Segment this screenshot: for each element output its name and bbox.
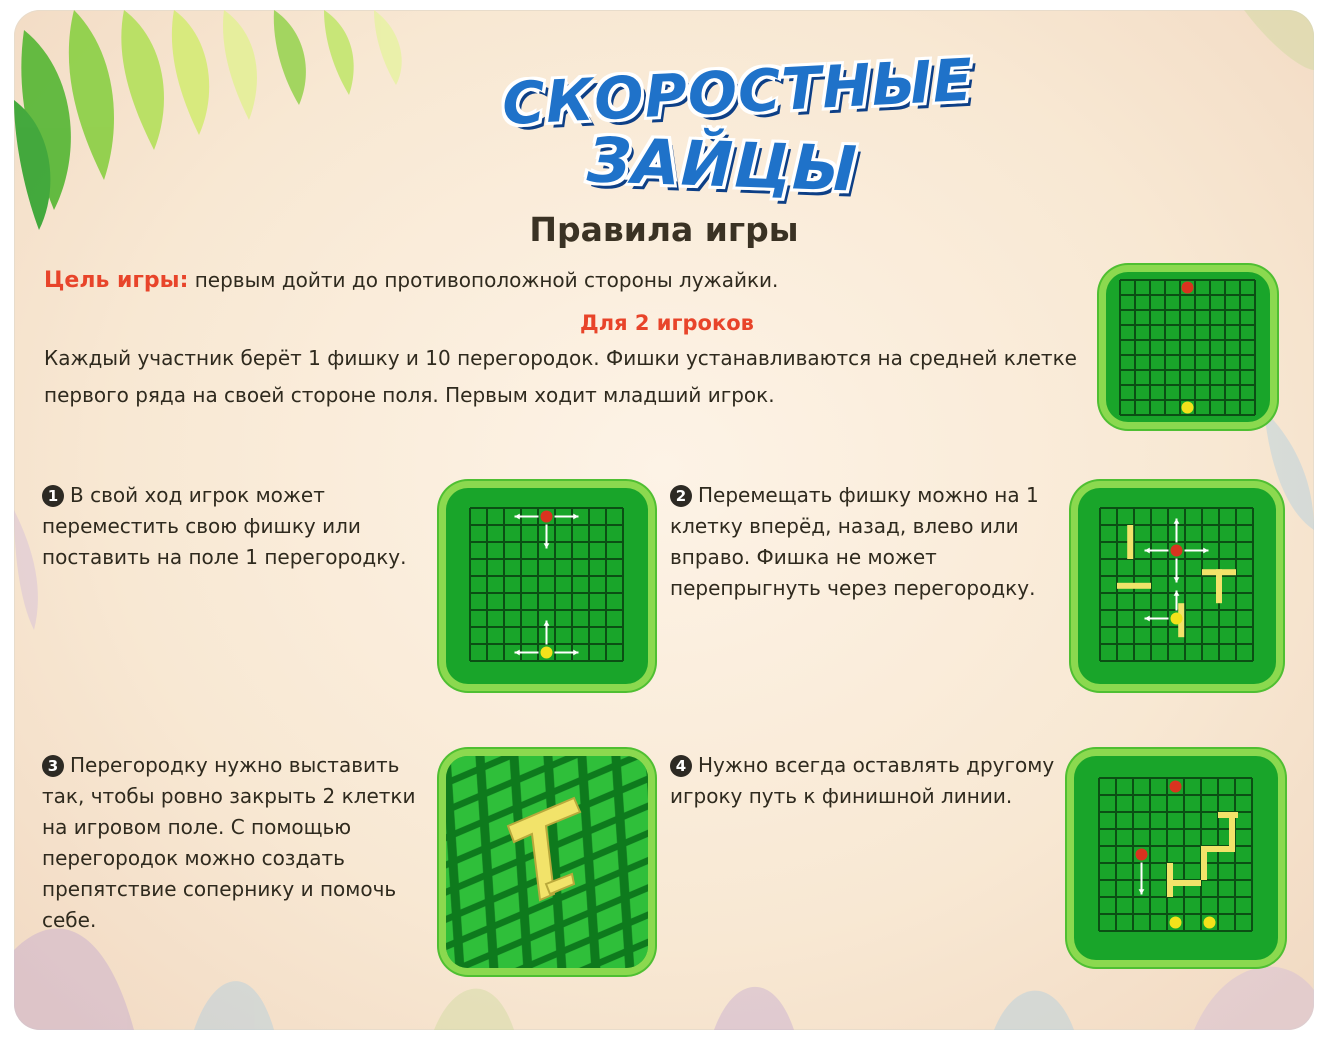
yellow-token-icon xyxy=(541,647,553,659)
arrow-icon xyxy=(1139,863,1145,895)
red-token-icon xyxy=(1182,282,1194,294)
step-3-number: 3 xyxy=(42,755,64,777)
step-3 xyxy=(42,750,442,936)
step-3-board xyxy=(446,756,648,968)
arrow-icon xyxy=(1145,548,1169,554)
arrow-icon xyxy=(1174,519,1180,543)
wall-icon xyxy=(1216,569,1222,603)
red-token-icon xyxy=(541,511,553,523)
step-1 xyxy=(42,480,442,573)
arrow-icon xyxy=(1145,616,1169,622)
wall-icon xyxy=(1218,812,1238,818)
yellow-token-icon xyxy=(1171,613,1183,625)
rules-sheet xyxy=(14,10,1314,1030)
setup-board xyxy=(1106,272,1270,422)
board-grid xyxy=(1099,778,1252,931)
game-logo xyxy=(500,45,975,208)
step-2-board-grid xyxy=(1078,488,1276,684)
logo-line-1: СКОРОСТНЫЕ xyxy=(500,45,975,139)
step-3-text: Перегородку нужно выставить так, чтобы ровно закрыть 2 клетки на игровом поле. С помощью перегородок можно создать препятствие сопернику и помочь себе. xyxy=(42,753,416,932)
board-grid xyxy=(1120,280,1255,415)
arrow-icon xyxy=(555,514,579,520)
wall-icon xyxy=(1167,863,1173,897)
step-1-board-grid xyxy=(446,488,648,684)
step-4-board-grid xyxy=(1074,756,1278,960)
goal-label: Цель игры: xyxy=(44,268,189,293)
page-title: Правила игры xyxy=(529,210,799,249)
step-1-text: В свой ход игрок может переместить свою фишку или поставить на поле 1 перегородку. xyxy=(42,483,407,569)
wall-icon xyxy=(1127,525,1133,559)
arrow-icon xyxy=(1174,559,1180,583)
yellow-token-icon xyxy=(1204,917,1216,929)
step-2-number: 2 xyxy=(670,485,692,507)
players-heading: Для 2 игроков xyxy=(580,311,754,335)
yellow-token-icon xyxy=(1170,917,1182,929)
step-2 xyxy=(670,480,1070,604)
arrow-icon xyxy=(515,514,539,520)
step-1-number: 1 xyxy=(42,485,64,507)
yellow-token-icon xyxy=(1182,402,1194,414)
game-goal xyxy=(44,268,778,293)
step-2-text: Перемещать фишку можно на 1 клетку вперёд, назад, влево или вправо. Фишка не может перепрыгнуть через перегородку. xyxy=(670,483,1039,600)
goal-text: первым дойти до противоположной стороны лужайки. xyxy=(194,268,779,292)
red-token-icon xyxy=(1170,781,1182,793)
setup-board-grid xyxy=(1106,272,1270,422)
arrow-icon xyxy=(1185,548,1209,554)
intro-text: Каждый участник берёт 1 фишку и 10 перегородок. Фишки устанавливаются на средней клетке первого ряда на своей стороне поля. Первым ходит младший игрок. xyxy=(44,346,1077,407)
step-3-board-perspective xyxy=(446,756,648,968)
arrow-icon xyxy=(544,525,550,549)
wall-icon xyxy=(1201,846,1235,852)
step-4 xyxy=(670,750,1070,812)
arrow-icon xyxy=(515,650,539,656)
red-token-icon xyxy=(1136,849,1148,861)
step-4-text: Нужно всегда оставлять другому игроку путь к финишной линии. xyxy=(670,753,1055,808)
arrow-icon xyxy=(544,621,550,645)
step-4-number: 4 xyxy=(670,755,692,777)
step-2-board xyxy=(1078,488,1276,684)
arrow-icon xyxy=(555,650,579,656)
step-1-board xyxy=(446,488,648,684)
logo-line-2: ЗАЙЦЫ xyxy=(585,123,859,206)
step-4-board xyxy=(1074,756,1278,960)
wall-icon xyxy=(1117,583,1151,589)
red-token-icon xyxy=(1171,545,1183,557)
